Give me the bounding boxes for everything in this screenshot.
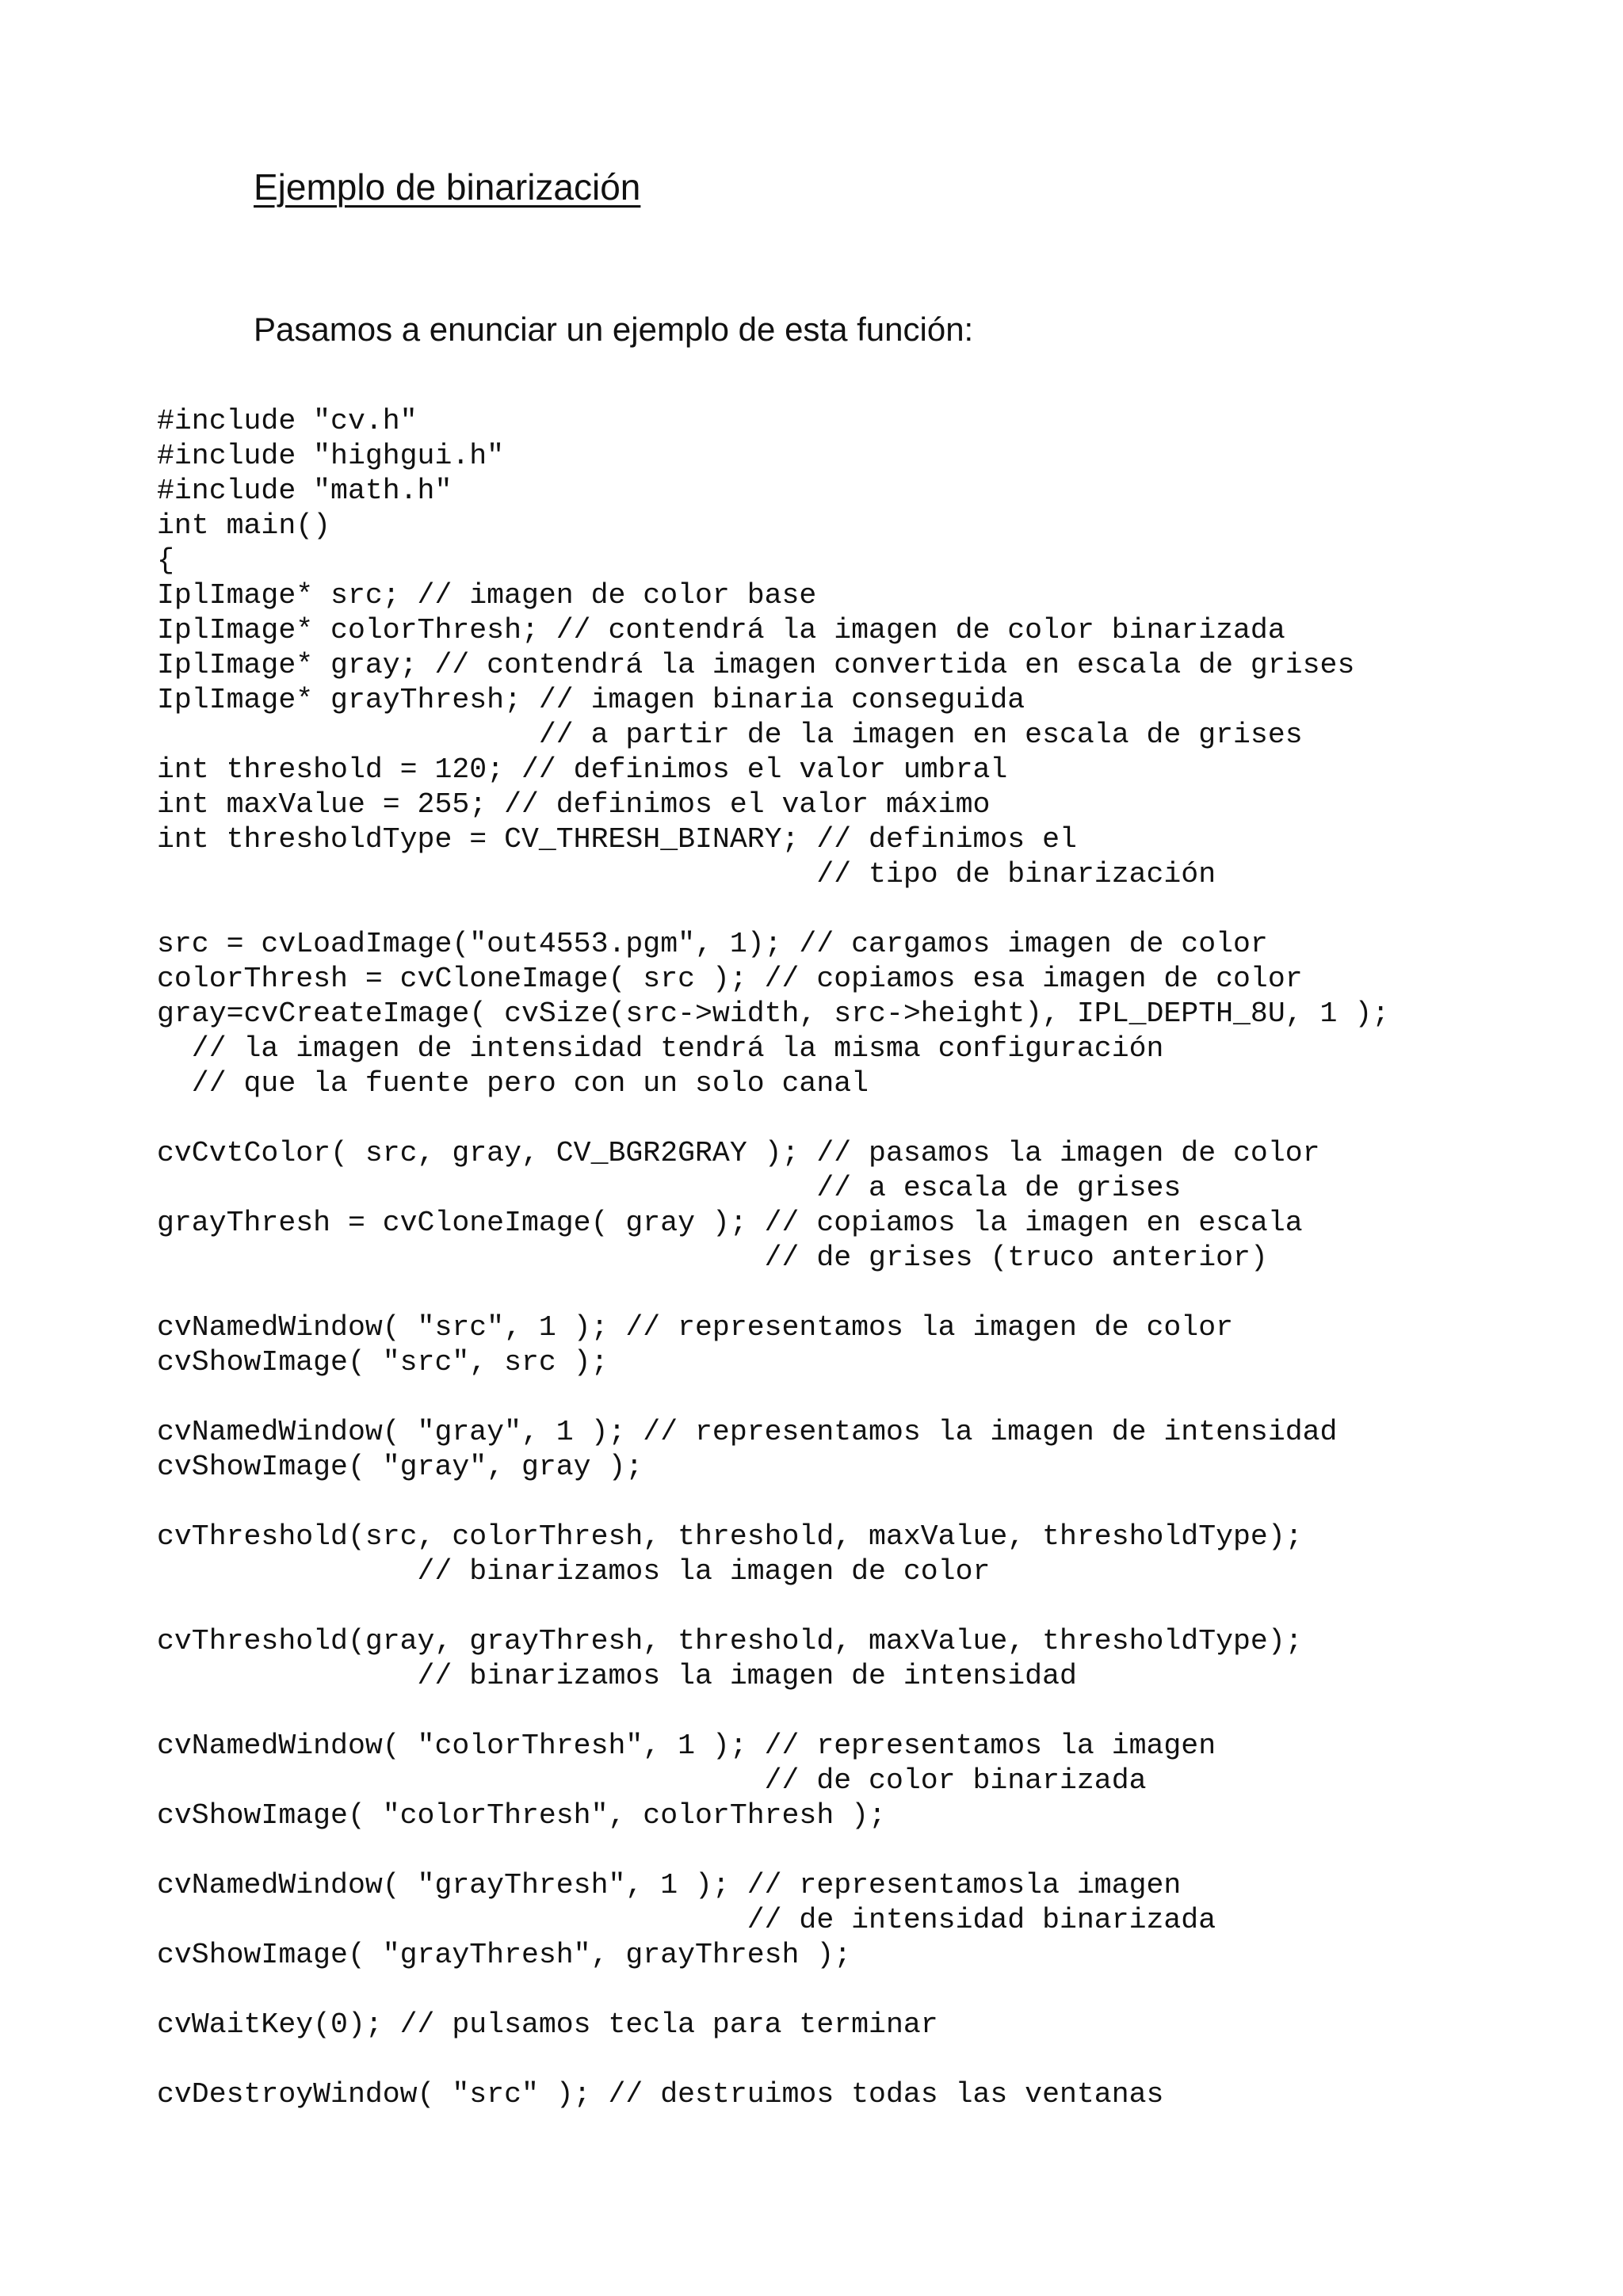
code-line: cvDestroyWindow( "src" ); // destruimos todas las ventanas — [157, 2078, 1164, 2111]
code-line — [157, 2042, 1607, 2077]
code-line: // de grises (truco anterior) — [157, 1241, 1268, 1274]
intro-paragraph: Pasamos a enunciar un ejemplo de esta función: — [254, 311, 974, 348]
code-line — [157, 1485, 1607, 1520]
code-line: #include "cv.h" — [157, 405, 418, 437]
code-line — [157, 1973, 1607, 2008]
code-line — [157, 1276, 1607, 1310]
code-line: src = cvLoadImage("out4553.pgm", 1); // cargamos imagen de color — [157, 928, 1268, 960]
code-line: IplImage* grayThresh; // imagen binaria conseguida — [157, 684, 1025, 716]
code-line: cvNamedWindow( "colorThresh", 1 ); // representamos la imagen — [157, 1730, 1216, 1762]
code-line: cvShowImage( "colorThresh", colorThresh ); — [157, 1799, 886, 1832]
code-line: gray=cvCreateImage( cvSize(src->width, src->height), IPL_DEPTH_8U, 1 ); — [157, 997, 1390, 1030]
code-line: cvWaitKey(0); // pulsamos tecla para terminar — [157, 2008, 938, 2041]
code-line — [157, 1101, 1607, 1136]
code-line: cvShowImage( "gray", gray ); — [157, 1451, 643, 1483]
code-line: // que la fuente pero con un solo canal — [157, 1067, 869, 1100]
code-line — [157, 1694, 1607, 1729]
code-line: #include "math.h" — [157, 475, 453, 507]
code-line — [157, 1589, 1607, 1624]
code-line: // a partir de la imagen en escala de grises — [157, 719, 1303, 751]
code-line: IplImage* src; // imagen de color base — [157, 579, 817, 612]
code-line — [157, 1380, 1607, 1415]
code-line: int thresholdType = CV_THRESH_BINARY; // definimos el — [157, 823, 1077, 856]
code-line: int threshold = 120; // definimos el valor umbral — [157, 753, 1008, 786]
code-line: // de color binarizada — [157, 1764, 1147, 1797]
code-line: cvShowImage( "grayThresh", grayThresh ); — [157, 1939, 852, 1971]
code-line: IplImage* gray; // contendrá la imagen convertida en escala de grises — [157, 649, 1355, 681]
code-line: cvThreshold(src, colorThresh, threshold, maxValue, thresholdType); — [157, 1520, 1303, 1553]
code-line: cvCvtColor( src, gray, CV_BGR2GRAY ); // pasamos la imagen de color — [157, 1137, 1320, 1169]
code-listing — [157, 404, 1607, 2112]
code-line: { — [157, 544, 174, 577]
code-line: cvShowImage( "src", src ); — [157, 1346, 609, 1379]
code-line: // a escala de grises — [157, 1172, 1182, 1204]
code-line: int maxValue = 255; // definimos el valor máximo — [157, 788, 991, 821]
code-line: cvNamedWindow( "gray", 1 ); // representamos la imagen de intensidad — [157, 1416, 1338, 1448]
code-line — [157, 892, 1607, 927]
code-line: // binarizamos la imagen de intensidad — [157, 1660, 1077, 1692]
code-line: cvNamedWindow( "src", 1 ); // representamos la imagen de color — [157, 1311, 1234, 1344]
code-line: // tipo de binarización — [157, 858, 1216, 891]
section-heading: Ejemplo de binarización — [254, 166, 641, 208]
code-line: int main() — [157, 509, 331, 542]
code-line: // binarizamos la imagen de color — [157, 1555, 991, 1588]
code-line: grayThresh = cvCloneImage( gray ); // copiamos la imagen en escala — [157, 1207, 1303, 1239]
code-line — [157, 1833, 1607, 1868]
code-line: // de intensidad binarizada — [157, 1904, 1216, 1936]
code-line: IplImage* colorThresh; // contendrá la imagen de color binarizada — [157, 614, 1285, 646]
code-line: // la imagen de intensidad tendrá la misma configuración — [157, 1032, 1164, 1065]
code-line: cvThreshold(gray, grayThresh, threshold, maxValue, thresholdType); — [157, 1625, 1303, 1657]
code-line: colorThresh = cvCloneImage( src ); // copiamos esa imagen de color — [157, 963, 1303, 995]
code-line: #include "highgui.h" — [157, 440, 505, 472]
code-line: cvNamedWindow( "grayThresh", 1 ); // representamosla imagen — [157, 1869, 1182, 1901]
